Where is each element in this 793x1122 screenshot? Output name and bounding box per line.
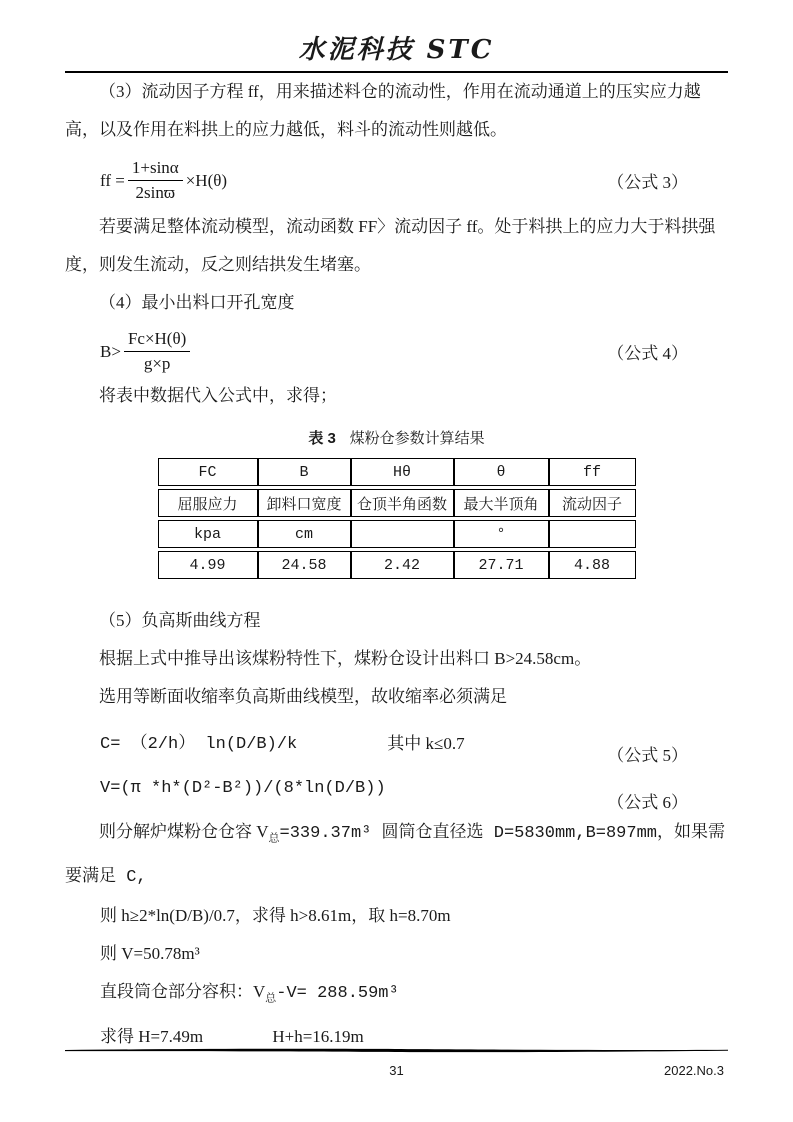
table-cell: 仓顶半角函数 bbox=[351, 489, 454, 517]
table-cell: 流动因子 bbox=[549, 489, 636, 517]
table-cell: 4.99 bbox=[158, 551, 258, 579]
table-cell: ff bbox=[549, 458, 636, 486]
calc-H: 求得 H=7.49m bbox=[100, 1026, 204, 1046]
equation-6 bbox=[100, 766, 728, 810]
formula-b-lhs: B> bbox=[100, 341, 121, 361]
formula-ff-fraction bbox=[128, 157, 183, 204]
table-cell: 24.58 bbox=[258, 551, 351, 579]
table-cell: ° bbox=[454, 520, 549, 548]
equation-3-label: （公式 3） bbox=[607, 173, 688, 192]
table-cell: cm bbox=[258, 520, 351, 548]
table-cell: 4.88 bbox=[549, 551, 636, 579]
paragraph-substitute: 将表中数据代入公式中，求得； bbox=[99, 386, 337, 405]
table-caption-text: 煤粉仓参数计算结果 bbox=[349, 431, 485, 447]
page-footer bbox=[65, 1041, 728, 1080]
table-cell: Hθ bbox=[351, 458, 454, 486]
table-row bbox=[158, 489, 636, 517]
parameter-table bbox=[158, 455, 636, 582]
table-cell: θ bbox=[454, 458, 549, 486]
table-cell: 27.71 bbox=[454, 551, 549, 579]
paragraph-mass-flow: 若要满足整体流动模型，流动函数 FF〉流动因子 ff。处于料拱上的应力大于料拱强度，则发生流动，反之则结拱发生堵塞。 bbox=[65, 217, 716, 274]
equation-4-label: （公式 4） bbox=[607, 344, 688, 363]
paragraph-volume bbox=[65, 813, 728, 897]
calc-H-plus-h: H+h=16.19m bbox=[272, 1026, 364, 1046]
footer-row bbox=[65, 1062, 728, 1080]
formula-ff-numerator: 1+sinα bbox=[128, 157, 183, 181]
page-number: 31 bbox=[389, 1063, 404, 1078]
subscript-total: 总 bbox=[268, 832, 280, 845]
table-caption-number: 表 3 bbox=[308, 430, 336, 447]
formula-ff bbox=[100, 157, 227, 204]
table-cell bbox=[351, 520, 454, 548]
paragraph-flow-factor: （3）流动因子方程 ff，用来描述料仓的流动性，作用在流动通道上的压实应力越高，以及作用在料拱上的应力越低，料斗的流动性则越低。 bbox=[65, 82, 701, 139]
table-row bbox=[158, 520, 636, 548]
paragraph-volume-pre: 则分解炉煤粉仓仓容 V bbox=[99, 822, 269, 841]
table-cell: kpa bbox=[158, 520, 258, 548]
equation-4 bbox=[100, 328, 728, 375]
heading-section-4: （4）最小出料口开孔宽度 bbox=[99, 293, 295, 312]
table-cell: 2.42 bbox=[351, 551, 454, 579]
formula-v-expression: V=(π *h*(D²-B²))/(8*ln(D/B)) bbox=[100, 778, 386, 798]
table-row bbox=[158, 551, 636, 579]
table-cell bbox=[549, 520, 636, 548]
table-cell: 卸料口宽度 bbox=[258, 489, 351, 517]
footer-rule bbox=[65, 1047, 728, 1054]
formula-b-fraction bbox=[124, 328, 190, 375]
formula-ff-denominator: 2sinϖ bbox=[135, 183, 176, 202]
formula-b-numerator: Fc×H(θ) bbox=[124, 328, 190, 352]
formula-c-expression: C= （2/h） ln(D/B)/k bbox=[100, 735, 298, 754]
table-caption bbox=[65, 427, 728, 451]
table-cell: B bbox=[258, 458, 351, 486]
table-cell: FC bbox=[158, 458, 258, 486]
heading-section-5: （5）负高斯曲线方程 bbox=[99, 611, 261, 630]
subscript-total: 总 bbox=[265, 992, 277, 1005]
issue-number: 2022.No.3 bbox=[664, 1063, 724, 1078]
equation-5 bbox=[100, 719, 728, 763]
journal-title: 水泥科技 STC bbox=[298, 35, 495, 65]
equation-5-label: （公式 5） bbox=[607, 745, 688, 765]
straight-section-pre: 直段筒仓部分容积：V bbox=[100, 982, 266, 1002]
paragraph-model: 选用等断面收缩率负高斯曲线模型，故收缩率必须满足 bbox=[99, 687, 507, 706]
table-row bbox=[158, 458, 636, 486]
formula-b-denominator: g×p bbox=[143, 354, 171, 373]
paragraph-volume-post: =339.37m³ 圆筒仓直径选 D=5830mm,B=897mm，如果需要满足 C, bbox=[65, 824, 725, 888]
page-header bbox=[65, 34, 728, 73]
table-cell: 最大半顶角 bbox=[454, 489, 549, 517]
paragraph-derive: 根据上式中推导出该煤粉特性下，煤粉仓设计出料口 B>24.58cm。 bbox=[99, 649, 592, 668]
calc-line-v: 则 V=50.78m³ bbox=[100, 944, 200, 964]
formula-c-condition: 其中 k≤0.7 bbox=[387, 733, 465, 753]
equation-6-label: （公式 6） bbox=[607, 792, 688, 812]
calc-line-h: 则 h≥2*ln(D/B)/0.7，求得 h>8.61m，取 h=8.70m bbox=[100, 906, 451, 926]
formula-ff-rhs: ×H(θ) bbox=[185, 170, 228, 190]
straight-section-post: -V= 288.59m³ bbox=[276, 984, 399, 1004]
equation-3 bbox=[100, 157, 728, 204]
formula-b bbox=[100, 328, 193, 375]
formula-ff-lhs: ff = bbox=[100, 170, 125, 190]
calc-line-straight-section bbox=[100, 973, 728, 1017]
table-cell: 屈服应力 bbox=[158, 489, 258, 517]
